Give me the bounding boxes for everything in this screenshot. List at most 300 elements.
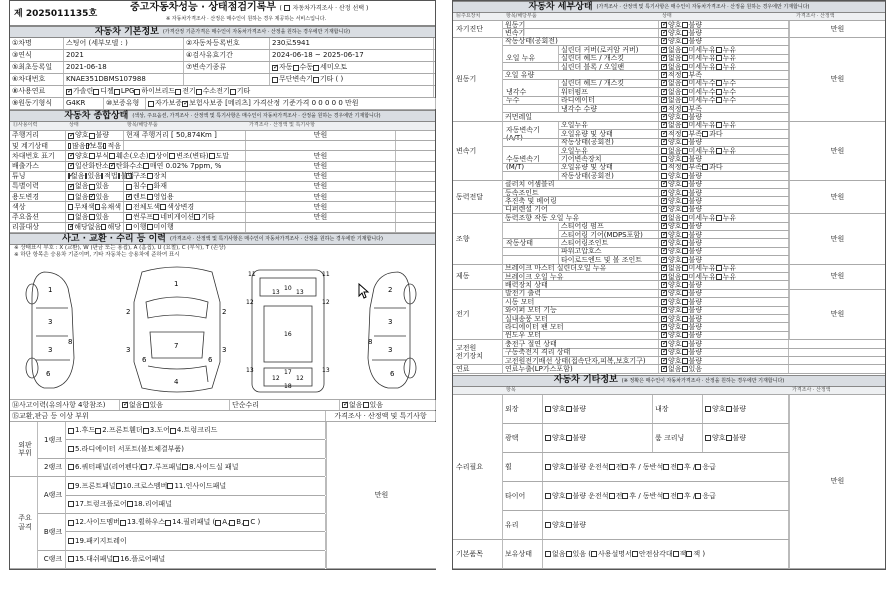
summary-item: 리콜대상	[10, 223, 66, 232]
checkbox-empty	[113, 556, 119, 562]
checkbox-empty	[609, 493, 615, 499]
mouse-cursor-icon	[358, 283, 370, 299]
basic-info-row	[10, 50, 435, 62]
exchange-parts: 1.후드 2.프론트휀더 3.도어 4.트렁크리드	[66, 422, 326, 439]
svg-text:17: 17	[284, 369, 292, 376]
checkbox-empty	[682, 341, 688, 347]
checkbox-empty	[545, 464, 551, 470]
checkbox-empty	[682, 366, 688, 372]
summary-row	[10, 141, 435, 151]
svg-text:11: 11	[248, 271, 256, 278]
detail-subpart: 타이로드엔드 및 볼 조인트	[559, 256, 659, 263]
checkbox-empty	[682, 206, 688, 212]
checkbox-empty	[661, 164, 667, 170]
detail-state: ✓ 양호 불량	[659, 139, 789, 146]
detail-state: ✓ 없음 미세누유 누유	[659, 63, 789, 70]
detail-part: 클러치 어셈블리	[503, 181, 659, 188]
summary-state: ✓ 없음 있음	[66, 182, 124, 191]
checkbox-checked	[661, 190, 667, 196]
detail-group: 자기진단	[453, 21, 503, 38]
checkbox-checked	[68, 184, 74, 190]
svg-text:3: 3	[126, 346, 131, 354]
summary-part: 침수 화재	[124, 182, 246, 191]
checkbox-empty	[243, 520, 249, 526]
detail-state: ✓ 양호 불량	[659, 113, 789, 120]
checkbox-empty	[705, 406, 711, 412]
checkbox-empty	[677, 493, 683, 499]
checkbox-empty	[682, 139, 688, 145]
detail-header-cell: ⑯주요장치	[456, 13, 481, 19]
checkbox-checked	[661, 122, 667, 128]
svg-text:13: 13	[322, 367, 330, 374]
detail-part: 변속기	[503, 29, 659, 36]
checkbox-empty	[313, 65, 319, 71]
exchange-row	[10, 411, 435, 422]
summary-item: 색상	[10, 202, 66, 211]
other-item: 유리	[503, 511, 543, 539]
detail-subpart: 파워고압호스	[559, 248, 659, 255]
summary-part: 현재 주행거리 [ 50,874Km ]	[124, 131, 246, 140]
detail-part: 윈도우 모터	[503, 332, 659, 339]
basic-value: 무단변속기 기타 ( )	[270, 74, 434, 85]
detail-state: ✓ 없음 미세누유 누유	[659, 55, 789, 62]
detail-state: ✓ 양호 불량	[659, 298, 789, 305]
exchange-parts: 15.대쉬패널 16.플로어패널	[66, 551, 326, 568]
checkbox-empty	[682, 114, 688, 120]
detail-group: 조향	[453, 214, 503, 264]
detail-row	[503, 365, 885, 373]
other-item: 타이어	[503, 482, 543, 510]
summary-part	[124, 141, 246, 150]
checkbox-empty	[85, 173, 87, 179]
checkbox-empty	[169, 153, 175, 159]
detail-subpart: 오일유량 및 상태	[559, 164, 659, 171]
detail-state: ✓ 양호 불량	[659, 315, 789, 322]
detail-header-cell: 상태	[662, 13, 672, 19]
checkbox-empty	[165, 520, 171, 526]
basic-info-row	[10, 38, 435, 50]
summary-price: 만원	[246, 151, 396, 160]
svg-text:4: 4	[174, 378, 179, 386]
checkbox-empty	[109, 153, 115, 159]
checkbox-checked	[661, 324, 667, 330]
checkbox-empty	[566, 406, 572, 412]
checkbox-empty	[682, 265, 688, 271]
checkbox-empty	[609, 464, 615, 470]
checkbox-empty	[153, 214, 159, 220]
summary-state: 없음 있음	[66, 213, 124, 222]
checkbox-empty	[682, 55, 688, 61]
checkbox-empty	[182, 464, 188, 470]
basic-label: ⑩보증유형	[104, 98, 146, 109]
svg-text:18: 18	[284, 383, 292, 390]
basic-label: ⑦변속기종류	[184, 62, 270, 73]
checkbox-empty	[726, 435, 732, 441]
exchange-part-row	[66, 551, 325, 569]
svg-text:11: 11	[322, 271, 330, 278]
checkbox-empty	[126, 224, 132, 230]
checkbox-checked	[272, 65, 278, 71]
checkbox-empty	[147, 224, 153, 230]
detail-price: 만원	[789, 265, 885, 290]
detail-part: 시동 모터	[503, 298, 659, 305]
checkbox-empty	[230, 89, 236, 95]
form-header	[10, 1, 435, 26]
checkbox-checked	[661, 131, 667, 137]
detail-part: 커먼레일	[503, 113, 659, 120]
detail-state: ✓ 양호 불량	[659, 38, 789, 45]
checkbox-checked	[661, 139, 667, 145]
svg-text:8: 8	[368, 338, 373, 346]
car-damage-diagram	[10, 260, 435, 400]
detail-subpart: 작동상태(공회전)	[559, 139, 659, 146]
other-state: 양호 불량 운전석 전 후 / 동반석 전 후 / 응급	[543, 482, 789, 510]
summary-header-cell: 상태	[69, 122, 79, 128]
svg-text:3: 3	[388, 318, 393, 326]
exchange-parts: 5.라디에이터 서포트(볼트체결부품)	[66, 440, 326, 457]
checkbox-checked	[661, 366, 667, 372]
checkbox-empty	[682, 282, 688, 288]
detail-price: 만원	[789, 181, 885, 215]
summary-header-cell: ⑪사용이력	[13, 122, 38, 128]
checkbox-checked	[661, 248, 667, 254]
checkbox-checked	[661, 89, 667, 95]
checkbox-empty	[126, 214, 132, 220]
checkbox-empty	[682, 156, 688, 162]
car-frame-diagram	[242, 264, 334, 396]
checkbox-empty	[682, 299, 688, 305]
detail-part: 오일 유량	[503, 71, 659, 78]
legend-line: ※ 상태표시 부호 : X (교환), W (판금 또는 용접), A (흠집), U (요철), C (부식), T (손상)	[14, 245, 226, 251]
checkbox-empty	[147, 194, 153, 200]
checkbox-empty	[209, 153, 215, 159]
detail-subpart: 오일누유	[559, 122, 659, 129]
checkbox-checked	[661, 97, 667, 103]
basic-label: ③연식	[10, 50, 64, 61]
basic-value: 자가보증 ✓ 보험사보증 [메리츠] 가격산정 기준가격 0 0 0 0 0 만원	[146, 98, 436, 109]
detail-state: ✓ 적정 부족	[659, 71, 789, 78]
detail-part: 고전원전기배선 상태(접속단자,피복,보호기구)	[503, 357, 659, 364]
detail-price: 만원	[789, 290, 885, 340]
checkbox-empty	[682, 131, 688, 137]
part-group-label: 주요 골격	[10, 477, 38, 569]
other-group: 기본품목	[453, 540, 503, 569]
detail-state: 적정 부족 과다	[659, 164, 789, 171]
detail-state: ✓ 양호 불량	[659, 281, 789, 288]
summary-row	[10, 131, 435, 141]
checkbox-empty	[126, 204, 132, 210]
other-state: 없음 있음 ( 사용설명서 안전삼각대 잭 잭 )	[543, 540, 789, 568]
exchange-part-row	[66, 459, 325, 477]
right-page	[452, 0, 886, 570]
summary-item: 주행거리	[10, 131, 66, 140]
detail-group: 전기	[453, 290, 503, 340]
svg-text:12: 12	[272, 375, 280, 382]
detail-subpart: 냉각수 수량	[559, 105, 659, 112]
svg-text:1: 1	[48, 286, 53, 294]
checkbox-empty	[95, 204, 100, 210]
summary-price: 만원	[246, 131, 396, 140]
checkbox-empty	[101, 173, 103, 179]
checkbox-checked	[68, 173, 70, 179]
summary-state: 많음 ✓ 보통 적음	[66, 141, 124, 150]
detail-subpart: 실린더 커버(로커암 커버)	[559, 46, 659, 53]
summary-item: 및 계기상태	[10, 141, 66, 150]
checkbox-empty	[68, 538, 74, 544]
checkbox-checked	[661, 299, 667, 305]
exchange-part-row	[66, 496, 325, 514]
summary-price: 만원	[246, 172, 396, 181]
other-item: 내장	[653, 395, 703, 423]
detail-price: 만원	[789, 21, 885, 38]
detail-part: 추진축 및 베어링	[503, 197, 659, 204]
basic-info-row	[10, 86, 435, 98]
svg-text:3: 3	[48, 346, 53, 354]
exchange-part-row	[66, 532, 325, 550]
detail-state: ✓ 적정 부족 과다	[659, 130, 789, 137]
other-state: 양호 불량	[543, 395, 653, 423]
checkbox-empty	[68, 204, 73, 210]
detail-price: 만원	[789, 214, 885, 264]
legend-line: ※ 하단 항목은 승용차 기준이며, 기타 자동차는 승용차에 준하여 표시	[14, 252, 180, 258]
summary-item: 용도변경	[10, 192, 66, 201]
checkbox-empty	[682, 274, 688, 280]
detail-subpart: 오일유량 및 상태	[559, 130, 659, 137]
checkbox-empty	[716, 122, 722, 128]
detail-subpart: 실린더 블록 / 오일팬	[559, 63, 659, 70]
checkbox-empty	[147, 173, 153, 179]
checkbox-empty	[663, 464, 669, 470]
checkbox-empty	[103, 143, 106, 149]
checkbox-empty	[716, 47, 722, 53]
checkbox-empty	[682, 223, 688, 229]
checkbox-empty	[147, 184, 153, 190]
checkbox-empty	[682, 316, 688, 322]
checkbox-checked	[661, 274, 667, 280]
checkbox-checked	[661, 72, 667, 78]
basic-label: ②자동차등록번호	[184, 38, 270, 49]
detail-title: 자동차 세부상태 (가격조사 · 산정액 및 특기사항은 매수인이 자동차가격조사 · 산정을 원하는 경우에만 기재합니다)	[453, 1, 885, 13]
checkbox-empty	[566, 464, 572, 470]
checkbox-checked	[661, 47, 667, 53]
detail-state: ✓ 양호 불량	[659, 357, 789, 364]
checkbox-empty	[545, 522, 551, 528]
exchange-part-row	[66, 422, 325, 440]
detail-price: 만원	[789, 122, 885, 181]
checkbox-empty	[716, 97, 722, 103]
checkbox-empty	[702, 164, 708, 170]
checkbox-checked	[661, 316, 667, 322]
checkbox-empty	[682, 38, 688, 44]
summary-state: 없음 ✓ 있음	[66, 192, 124, 201]
svg-text:6: 6	[46, 370, 51, 378]
checkbox-empty	[682, 80, 688, 86]
detail-state: ✓ 없음 미세누유 누유	[659, 122, 789, 129]
checkbox-empty	[682, 181, 688, 187]
detail-state: ✓ 없음 있음	[659, 365, 789, 372]
checkbox-checked	[661, 265, 667, 271]
detail-part: 동력조향 작동 오일 누유	[503, 214, 659, 221]
other-header	[453, 387, 885, 395]
checkbox-checked	[661, 80, 667, 86]
detail-state: ✓ 없음 미세누유 누유	[659, 265, 789, 272]
summary-price: 만원	[246, 202, 396, 211]
car-left-side-diagram	[24, 268, 80, 392]
detail-part: 브레이크 마스터 실린더오일 누유	[503, 265, 659, 272]
summary-price: 만원	[246, 192, 396, 201]
checkbox-checked	[661, 106, 667, 112]
form-subnote: ※ 자동차가격조사 · 산정은 매수인이 원하는 경우 제공하는 서비스입니다.	[166, 16, 327, 22]
checkbox-checked	[68, 224, 73, 230]
form-title: 중고자동차성능 · 상태점검기록부 ( 자동차가격조사 · 산정 선택 )	[130, 2, 369, 13]
detail-state: ✓ 양호 불량	[659, 323, 789, 330]
checkbox-empty	[68, 464, 74, 470]
summary-state: ✓ 없음 있음 적법 불법	[66, 172, 124, 181]
checkbox-empty	[682, 106, 688, 112]
rank-label: 1랭크	[38, 422, 66, 459]
detail-state: ✓ 없음 미세누유 누유	[659, 46, 789, 53]
checkbox-empty	[716, 55, 722, 61]
detail-part: 브레이크 오일 누유	[503, 273, 659, 280]
basic-label: ⑧사용연료	[10, 86, 64, 97]
svg-text:6: 6	[390, 370, 395, 378]
other-row	[503, 424, 789, 453]
checkbox-checked	[68, 153, 74, 159]
exchange-parts: 9.프론트패널 10.크로스멤버 11.인사이드패널	[66, 477, 326, 494]
checkbox-empty	[167, 483, 173, 489]
summary-price	[246, 141, 396, 150]
other-item: 룸 크리닝	[653, 424, 703, 452]
detail-state: 없음 미세누유 누유	[659, 147, 789, 154]
checkbox-empty	[545, 551, 551, 557]
detail-part: 연료누출(LP가스포함)	[503, 365, 659, 372]
basic-info-row	[10, 74, 435, 86]
basic-value: 2024-06-18 ~ 2025-06-17	[270, 50, 434, 61]
checkbox-empty	[591, 551, 597, 557]
summary-row	[10, 202, 435, 212]
checkbox-checked	[68, 133, 74, 139]
checkbox-empty	[68, 143, 71, 149]
checkbox-checked	[89, 194, 95, 200]
exchange-part-row	[66, 440, 325, 458]
detail-part: 배력장치 상태	[503, 281, 659, 288]
basic-info-row	[10, 62, 435, 74]
car-right-side-diagram	[362, 268, 418, 392]
checkbox-empty	[175, 89, 181, 95]
exchange-parts: 12.사이드멤버 13.휠하우스 14.필러패널 ( A, B, C )	[66, 514, 326, 531]
checkbox-empty	[160, 204, 166, 210]
checkbox-empty	[149, 153, 155, 159]
svg-text:12: 12	[296, 375, 304, 382]
checkbox-empty	[682, 358, 688, 364]
detail-subpart: 작동상태(공회전)	[559, 172, 659, 179]
other-row	[503, 540, 789, 569]
detail-part: 디퍼렌셜 기어	[503, 206, 659, 213]
accident-cell: ⑭사고이력(유의사항 4항참조)	[10, 400, 120, 410]
checkbox-empty	[682, 349, 688, 355]
checkbox-empty	[272, 77, 278, 83]
checkbox-empty	[682, 148, 688, 154]
other-state: 양호 불량	[543, 511, 789, 539]
summary-header-cell: 항목/해당부품	[127, 122, 158, 128]
checkbox-checked	[126, 194, 132, 200]
other-row	[503, 482, 789, 511]
checkbox-empty	[716, 89, 722, 95]
checkbox-empty	[196, 89, 202, 95]
checkbox-checked	[661, 38, 667, 44]
detail-subpart: 워터펌프	[559, 88, 659, 95]
basic-value: KNAE351DBMS107988	[64, 74, 184, 85]
detail-part: 실내송풍 모터	[503, 315, 659, 322]
checkbox-empty	[120, 520, 126, 526]
detail-part: 등속조인트	[503, 189, 659, 196]
checkbox-empty	[95, 428, 101, 434]
checkbox-empty	[682, 232, 688, 238]
checkbox-empty	[89, 133, 95, 139]
checkbox-checked	[661, 30, 667, 36]
other-item: 휠	[503, 453, 543, 481]
basic-value: G4KR	[64, 98, 104, 109]
rank-label: 2랭크	[38, 459, 66, 477]
checkbox-empty	[705, 435, 711, 441]
checkbox-empty	[545, 493, 551, 499]
checkbox-empty	[215, 520, 221, 526]
exchange-parts: 6.쿼터패널(리어펜다) 7.루프패널 8.사이드실 패널	[66, 459, 326, 476]
detail-state: 양호 불량	[659, 155, 789, 162]
detail-state: ✓ 양호 불량	[659, 248, 789, 255]
summary-part: 구조 장치	[124, 172, 246, 181]
other-state: 양호 불량 운전석 전 후 / 동반석 전 후 / 응급	[543, 453, 789, 481]
detail-state: ✓ 없음 미세누수 누수	[659, 97, 789, 104]
summary-item: 배출가스	[10, 162, 66, 171]
checkbox-empty	[682, 307, 688, 313]
summary-price	[246, 223, 396, 232]
detail-state: ✓ 양호 불량	[659, 332, 789, 339]
detail-group: 변속기	[453, 122, 503, 181]
checkbox-checked	[661, 307, 667, 313]
detail-subgroup: 수동변속기 (M/T)	[503, 147, 559, 181]
detail-state: ✓ 없음 미세누유 누유	[659, 273, 789, 280]
checkbox-empty	[68, 194, 74, 200]
detail-header-cell: 가격조사 · 산정액	[796, 13, 835, 19]
accident-cell: 단순수리	[230, 400, 340, 410]
checkbox-empty	[313, 77, 319, 83]
svg-text:12: 12	[322, 299, 330, 306]
detail-state: ✓ 양호 불량	[659, 307, 789, 314]
detail-subpart: 실린더 헤드 / 개스킷	[559, 80, 659, 87]
checkbox-checked	[661, 358, 667, 364]
detail-header-cell: 항목/해당부품	[506, 13, 537, 19]
checkbox-empty	[682, 257, 688, 263]
basic-label: ①차명	[10, 38, 64, 49]
exchange-part-row	[66, 514, 325, 532]
checkbox-empty	[118, 173, 120, 179]
checkbox-empty	[545, 435, 551, 441]
detail-group: 고전원 전기장치	[453, 340, 503, 365]
checkbox-checked	[68, 163, 74, 169]
detail-state: ✓ 적정 부족	[659, 105, 789, 112]
other-header-cell: 가격조사 · 산정액	[792, 386, 831, 393]
summary-row	[10, 162, 435, 172]
checkbox-empty	[68, 214, 74, 220]
checkbox-empty	[682, 47, 688, 53]
summary-part: 이행 미이행	[124, 223, 246, 232]
checkbox-empty	[68, 446, 74, 452]
svg-text:3: 3	[388, 346, 393, 354]
car-top-diagram	[122, 262, 232, 396]
detail-part: 와이퍼 모터 기능	[503, 307, 659, 314]
basic-info-row	[10, 98, 435, 110]
